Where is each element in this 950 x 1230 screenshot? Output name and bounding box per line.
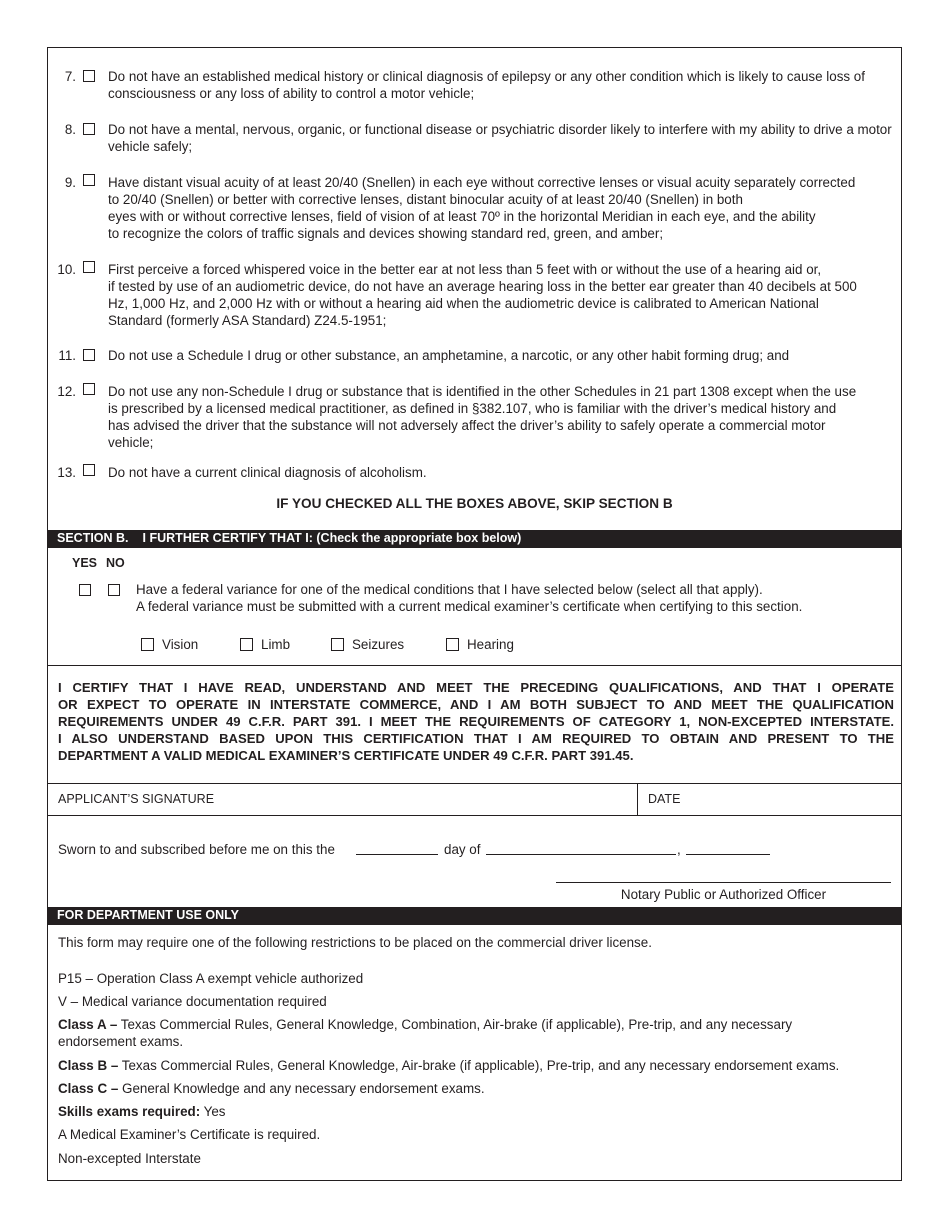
- limb-checkbox[interactable]: [240, 638, 253, 651]
- class-b-requirements: Class B – Texas Commercial Rules, General Knowledge, Air-brake (if applicable), Pre-trip, and any necessary endorsement exams.: [58, 1058, 840, 1073]
- item-7-text: Do not have an established medical history or clinical diagnosis of epilepsy or any other condition which is likely to cause loss of consciousness or any loss of ability to control a motor vehicle;: [108, 69, 865, 101]
- department-use-header: FOR DEPARTMENT USE ONLY: [48, 907, 901, 925]
- sworn-year-blank[interactable]: [686, 854, 770, 855]
- skills-exams-required: Skills exams required: Yes: [58, 1104, 226, 1119]
- sworn-month-blank[interactable]: [486, 854, 676, 855]
- variance-yes-checkbox[interactable]: [79, 584, 91, 596]
- notary-officer-label: Notary Public or Authorized Officer: [620, 887, 827, 902]
- divider: [48, 815, 901, 816]
- limb-label: Limb: [261, 637, 291, 652]
- yes-label: YES: [72, 556, 98, 570]
- notary-signature-line[interactable]: [556, 882, 891, 883]
- variance-no-checkbox[interactable]: [108, 584, 120, 596]
- item-13-checkbox[interactable]: [83, 464, 95, 476]
- item-8-text: Do not have a mental, nervous, organic, or functional disease or psychiatric disorder likely to interfere with my ability to drive a motor vehicle safely;: [108, 122, 892, 154]
- section-b-header: [48, 530, 901, 548]
- sworn-statement: Sworn to and subscribed before me on this the: [58, 842, 335, 857]
- item-10-text: First perceive a forced whispered voice in the better ear at not less than 5 feet with or without the use of a hearing aid or, if tested by use of an audiometric device, do not have an average hearing loss in the better ear greater than 40 decibels at 500 Hz, 1,000 Hz, and 2,000 Hz with or without a hearing aid when the audiometric device is calibrated to American National Standard (formerly ASA Standard) Z24.5-1951;: [108, 262, 857, 328]
- item-number: 8.: [64, 122, 76, 137]
- date-label: DATE: [648, 792, 681, 806]
- variance-statement: Have a federal variance for one of the medical conditions that I have selected below (select all that apply). A federal variance must be submitted with a current medical examiner’s certificate when certifying to this section.: [136, 582, 803, 614]
- item-9-checkbox[interactable]: [83, 174, 95, 186]
- item-12-text: Do not use any non-Schedule I drug or substance that is identified in the other Schedules in 21 part 1308 except when the use is prescribed by a licensed medical practitioner, as defined in §382.107, who is familiar with the driver’s medical history and has advised the driver that the substance will not adversely affect the driver’s ability to safely operate a commercial motor vehicle;: [108, 384, 857, 450]
- restriction-p15: P15 – Operation Class A exempt vehicle authorized: [58, 971, 364, 986]
- form-page: [47, 47, 902, 1181]
- restrictions-intro: This form may require one of the following restrictions to be placed on the commercial driver license.: [58, 935, 652, 950]
- item-number: 10.: [57, 262, 76, 277]
- hearing-label: Hearing: [467, 637, 514, 652]
- date-field[interactable]: [638, 783, 901, 815]
- item-13-text: Do not have a current clinical diagnosis of alcoholism.: [108, 465, 427, 480]
- vision-label: Vision: [162, 637, 199, 652]
- sworn-day-blank[interactable]: [356, 854, 438, 855]
- item-number: 12.: [57, 384, 76, 399]
- item-10-checkbox[interactable]: [83, 261, 95, 273]
- item-number: 13.: [57, 465, 76, 480]
- no-label: NO: [106, 556, 125, 570]
- section-b-title: I FURTHER CERTIFY THAT I: (Check the appropriate box below): [142, 531, 522, 545]
- comma-label: ,: [677, 842, 681, 857]
- skip-section-b-notice: IF YOU CHECKED ALL THE BOXES ABOVE, SKIP SECTION B: [276, 496, 673, 511]
- hearing-checkbox[interactable]: [446, 638, 459, 651]
- item-8-checkbox[interactable]: [83, 123, 95, 135]
- item-11-checkbox[interactable]: [83, 349, 95, 361]
- seizures-checkbox[interactable]: [331, 638, 344, 651]
- restriction-v: V – Medical variance documentation required: [58, 994, 327, 1009]
- item-number: 11.: [58, 348, 76, 363]
- class-c-requirements: Class C – General Knowledge and any necessary endorsement exams.: [58, 1081, 485, 1096]
- item-12-checkbox[interactable]: [83, 383, 95, 395]
- divider: [48, 665, 901, 666]
- class-a-requirements: Class A – Texas Commercial Rules, General Knowledge, Combination, Air-brake (if applicable), Pre-trip, and any necessary endorsement exams.: [58, 1017, 793, 1049]
- item-11-text: Do not use a Schedule I drug or other substance, an amphetamine, a narcotic, or any other habit forming drug; and: [108, 348, 790, 363]
- section-b-label: SECTION B.: [57, 531, 129, 545]
- item-number: 7.: [64, 69, 76, 84]
- item-9-text: Have distant visual acuity of at least 20/40 (Snellen) in each eye without corrective lenses or visual acuity separately corrected to 20/40 (Snellen) or better with corrective lenses, distant binocular acuity of at least 20/40 (Snellen) in both eyes with or without corrective lenses, field of vision of at least 70º in the horizontal Meridian in each eye, and the ability to recognize the colors of traffic signals and devices showing standard red, green, and amber;: [108, 175, 856, 241]
- certification-statement: I CERTIFY THAT I HAVE READ, UNDERSTAND AND MEET THE PRECEDING QUALIFICATIONS, AND THAT I OPERATE OR EXPECT TO OPERATE IN INTERSTATE COMMERCE, AND I AM BOTH SUBJECT TO AND MEET THE QUALIFICATION REQUIREMENTS UNDER 49 C.F.R. PART 391. I MEET THE REQUIREMENTS OF CATEGORY 1, NON-EXCEPTED INTERSTATE. I ALSO UNDERSTAND BASED UPON THIS CERTIFICATION THAT I AM REQUIRED TO OBTAIN AND PRESENT TO THE DEPARTMENT A VALID MEDICAL EXAMINER’S CERTIFICATE UNDER 49 C.F.R. PART 391.45.: [58, 680, 894, 763]
- applicant-signature-label: APPLICANT’S SIGNATURE: [58, 792, 215, 806]
- category-note: Non-excepted Interstate: [58, 1151, 201, 1166]
- medical-certificate-note: A Medical Examiner’s Certificate is required.: [58, 1127, 321, 1142]
- vision-checkbox[interactable]: [141, 638, 154, 651]
- item-7-checkbox[interactable]: [83, 70, 95, 82]
- applicant-signature-field[interactable]: [48, 783, 637, 815]
- item-number: 9.: [64, 175, 76, 190]
- seizures-label: Seizures: [352, 637, 405, 652]
- day-of-label: day of: [444, 842, 481, 857]
